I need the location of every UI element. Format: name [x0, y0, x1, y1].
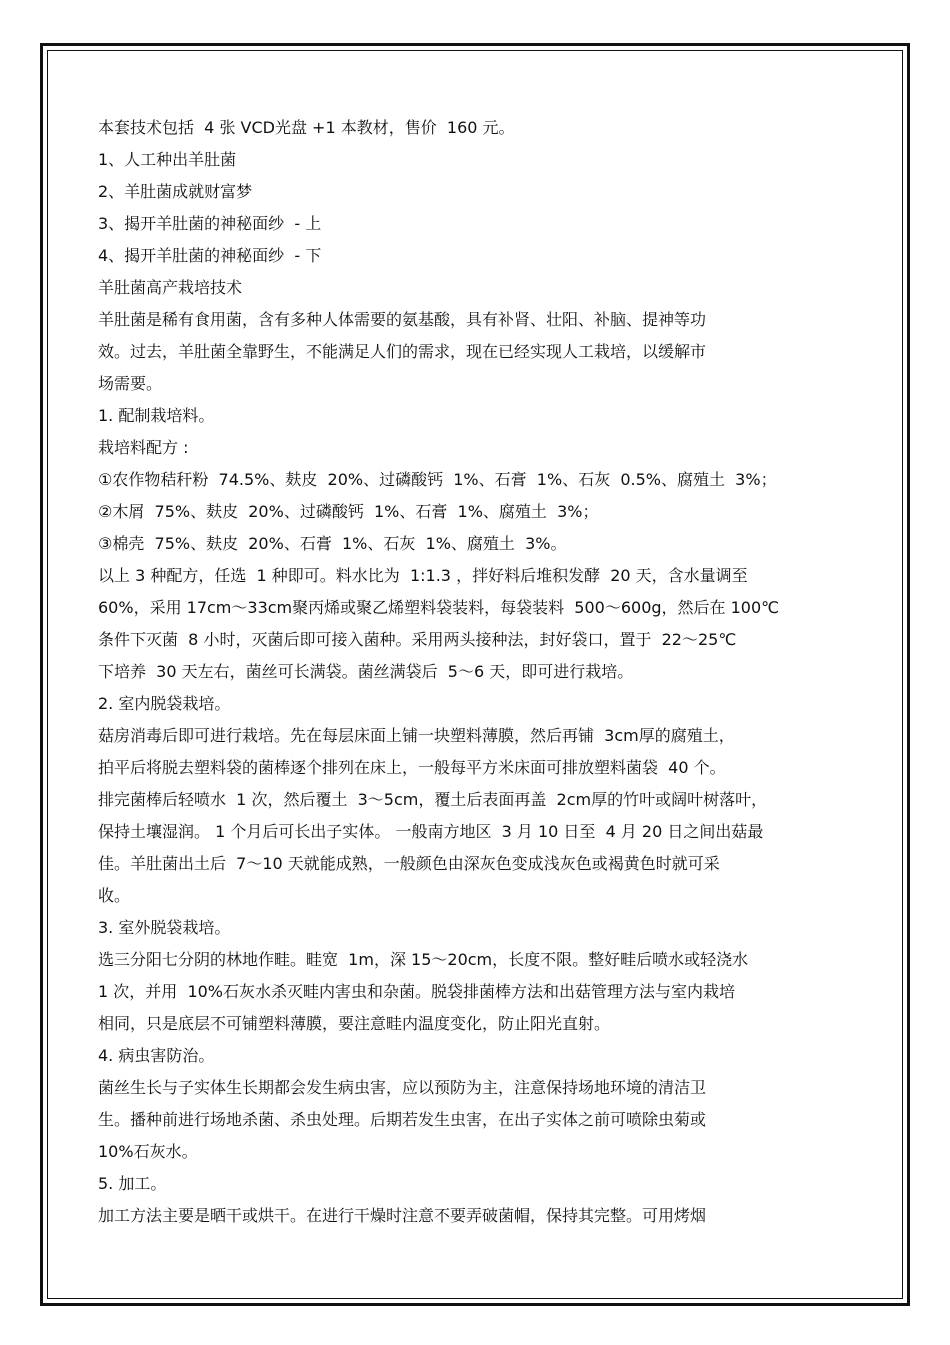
list-item: 3、揭开羊肚菌的神秘面纱 - 上	[98, 214, 322, 233]
paragraph-line: 效。过去，羊肚菌全靠野生，不能满足人们的需求，现在已经实现人工栽培，以缓解市	[98, 342, 707, 361]
step-heading: 1. 配制栽培料。	[98, 406, 215, 425]
list-item: 2、羊肚菌成就财富梦	[98, 182, 253, 201]
paragraph-line: 拍平后将脱去塑料袋的菌棒逐个排列在床上，一般每平方米床面可排放塑料菌袋 40 个。	[98, 758, 726, 777]
paragraph-line: 加工方法主要是晒干或烘干。在进行干燥时注意不要弄破菌帽，保持其完整。可用烤烟	[98, 1206, 707, 1225]
paragraph-line: 保持土壤湿润。 1 个月后可长出子实体。 一般南方地区 3 月 10 日至 4 月 20 日之间出菇最	[98, 822, 764, 841]
paragraph-line: 佳。羊肚菌出土后 7～10 天就能成熟，一般颜色由深灰色变成浅灰色或褐黄色时就可采	[98, 854, 720, 873]
step-heading: 3. 室外脱袋栽培。	[98, 918, 231, 937]
paragraph-line: 60%，采用 17cm～33cm聚丙烯或聚乙烯塑料袋装料，每袋装料 500～600g，然后在 100℃	[98, 598, 780, 617]
paragraph-line: 栽培料配方 :	[98, 438, 189, 457]
formula-line: ②木屑 75%、麸皮 20%、过磷酸钙 1%、石膏 1%、腐殖土 3%；	[98, 502, 599, 521]
step-heading: 5. 加工。	[98, 1174, 167, 1193]
paragraph-line: 生。播种前进行场地杀菌、杀虫处理。后期若发生虫害，在出子实体之前可喷除虫菊或	[98, 1110, 707, 1129]
list-item: 1、人工种出羊肚菌	[98, 150, 237, 169]
paragraph-line: 10%石灰水。	[98, 1142, 198, 1161]
paragraph-line: 场需要。	[98, 374, 163, 393]
formula-line: ①农作物秸秆粉 74.5%、麸皮 20%、过磷酸钙 1%、石膏 1%、石灰 0.5%、腐殖土 3%；	[98, 470, 777, 489]
formula-line: ③棉壳 75%、麸皮 20%、石膏 1%、石灰 1%、腐殖土 3%。	[98, 534, 567, 553]
intro-line: 本套技术包括 4 张 VCD光盘 +1 本教材，售价 160 元。	[98, 118, 515, 137]
paragraph-line: 以上 3 种配方，任选 1 种即可。料水比为 1:1.3 ，拌好料后堆积发酵 20 天，含水量调至	[98, 566, 748, 585]
paragraph-line: 羊肚菌是稀有食用菌，含有多种人体需要的氨基酸，具有补肾、壮阳、补脑、提神等功	[98, 310, 707, 329]
paragraph-line: 选三分阳七分阴的林地作畦。畦宽 1m，深 15～20cm，长度不限。整好畦后喷水或轻浇水	[98, 950, 749, 969]
paragraph-line: 收。	[98, 886, 131, 905]
paragraph-line: 1 次，并用 10%石灰水杀灭畦内害虫和杂菌。脱袋排菌棒方法和出菇管理方法与室内栽培	[98, 982, 736, 1001]
paragraph-line: 条件下灭菌 8 小时，灭菌后即可接入菌种。采用两头接种法，封好袋口，置于 22～25℃	[98, 630, 737, 649]
step-heading: 2. 室内脱袋栽培。	[98, 694, 231, 713]
paragraph-line: 排完菌棒后轻喷水 1 次，然后覆土 3～5cm，覆土后表面再盖 2cm厚的竹叶或阔叶树落叶，	[98, 790, 768, 809]
step-heading: 4. 病虫害防治。	[98, 1046, 215, 1065]
paragraph-line: 菌丝生长与子实体生长期都会发生病虫害，应以预防为主，注意保持场地环境的清洁卫	[98, 1078, 707, 1097]
paragraph-line: 相同，只是底层不可铺塑料薄膜，要注意畦内温度变化，防止阳光直射。	[98, 1014, 611, 1033]
document-body	[98, 112, 838, 1232]
section-title: 羊肚菌高产栽培技术	[98, 278, 243, 297]
list-item: 4、揭开羊肚菌的神秘面纱 - 下	[98, 246, 322, 265]
paragraph-line: 菇房消毒后即可进行栽培。先在每层床面上铺一块塑料薄膜，然后再铺 3cm厚的腐殖土，	[98, 726, 735, 745]
paragraph-line: 下培养 30 天左右，菌丝可长满袋。菌丝满袋后 5～6 天，即可进行栽培。	[98, 662, 634, 681]
